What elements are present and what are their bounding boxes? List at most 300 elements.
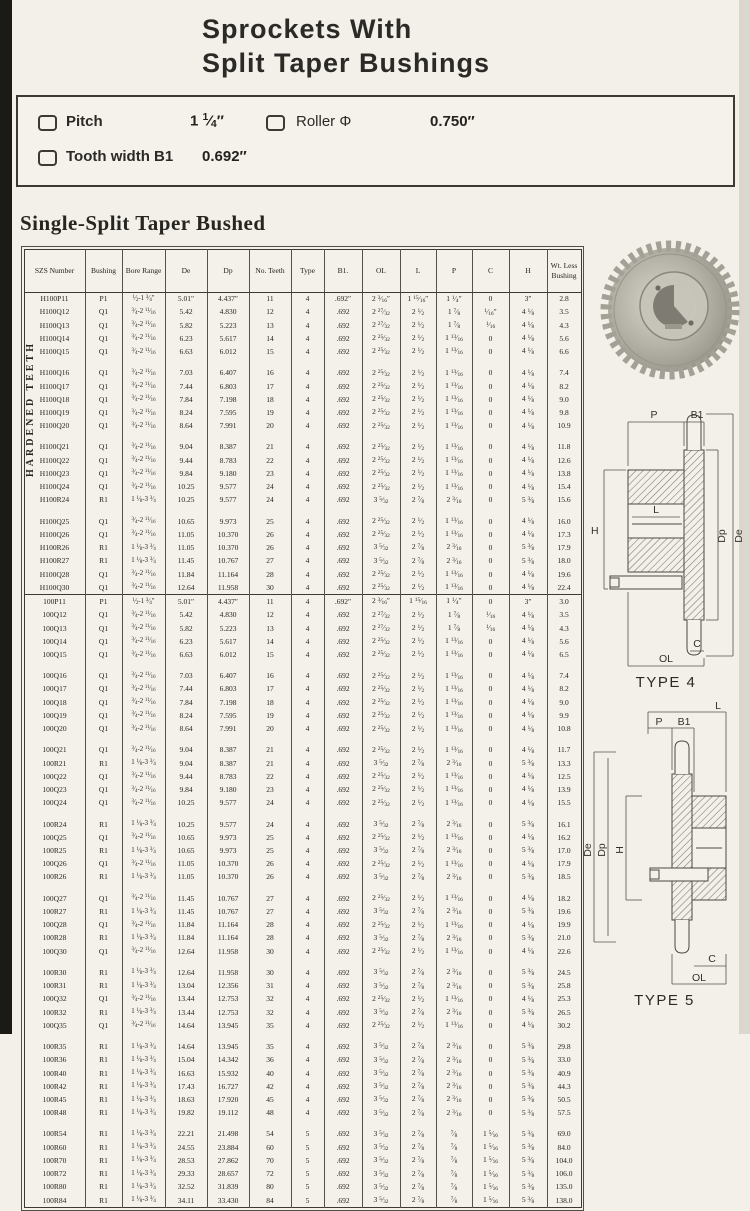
table-row-100Q21 <box>24 744 581 757</box>
cell-type: 4 <box>291 993 324 1006</box>
table-row-H100Q21 <box>24 441 581 454</box>
cell-l: 2 7⁄8 <box>400 1080 436 1093</box>
cell-bushing: Q1 <box>85 332 122 345</box>
cell-de: 22.21 <box>165 1128 207 1141</box>
cell-dp: 11.958 <box>207 581 249 595</box>
cell-type: 4 <box>291 494 324 507</box>
cell-c: 0 <box>472 1067 509 1080</box>
spec-box <box>16 95 735 187</box>
cell-de: 9.84 <box>165 783 207 796</box>
cell-bore-range: $^3⁄_4-2$ $^{11}⁄_{16}$ <box>122 683 165 696</box>
cell-ol: 3 5⁄32 <box>362 1154 400 1167</box>
cell-l: 2 $^1⁄_2$ <box>400 319 436 332</box>
cell-dp: 4.830 <box>207 609 249 622</box>
cell-dp: 23.884 <box>207 1141 249 1154</box>
cell-p: 2 $^3⁄_{16}$ <box>436 494 472 507</box>
cell-b1: .692 <box>324 757 362 770</box>
cell-bushing: Q1 <box>85 1019 122 1032</box>
group-spacer <box>24 662 581 670</box>
cell-type: 4 <box>291 581 324 595</box>
cell-ol: 2 $^3⁄_{16}''$ <box>362 292 400 306</box>
cell-ol: 3 5⁄32 <box>362 1080 400 1093</box>
hub-section-upper <box>692 796 726 828</box>
cell-wt-less-bushing: 15.4 <box>547 481 581 494</box>
cell-c: 0 <box>472 932 509 945</box>
table-row-H100Q22 <box>24 454 581 467</box>
col-header-l: L <box>400 249 436 292</box>
cell-ol: 2 25⁄32 <box>362 945 400 958</box>
cell-bore-range: $^3⁄_4-2$ $^{11}⁄_{16}$ <box>122 723 165 736</box>
cell-no-teeth: 31 <box>249 980 291 993</box>
dim-label-p: P <box>655 716 663 728</box>
cell-bore-range: $^3⁄_4-2$ $^{11}⁄_{16}$ <box>122 528 165 541</box>
cell-dp: 10.370 <box>207 528 249 541</box>
cell-type: 4 <box>291 1040 324 1053</box>
col-header-no-teeth: No. Teeth <box>249 249 291 292</box>
cell-p: 1 $^{13}⁄_{16}$ <box>436 581 472 595</box>
cell-de: 15.04 <box>165 1054 207 1067</box>
cell-type: 4 <box>291 306 324 319</box>
cell-szs: 100R40 <box>42 1068 67 1078</box>
cell-type: 4 <box>291 541 324 554</box>
cell-dp: 8.387 <box>207 757 249 770</box>
cell-dp: 8.783 <box>207 454 249 467</box>
cell-de: 10.65 <box>165 515 207 528</box>
cell-bore-range: 1 1⁄8-3 3⁄4 <box>122 1141 165 1154</box>
cell-p: 1 $^{13}⁄_{16}$ <box>436 393 472 406</box>
cell-b1: .692 <box>324 555 362 568</box>
cell-b1: .692 <box>324 1054 362 1067</box>
cell-p: 2 3⁄16 <box>436 932 472 945</box>
cell-h: 4 1⁄8 <box>509 1019 547 1032</box>
cell-bushing: Q1 <box>85 670 122 683</box>
cell-l: 2 7⁄8 <box>400 1128 436 1141</box>
cell-szs: 100Q30 <box>42 946 67 956</box>
cell-c: 0 <box>472 723 509 736</box>
cell-de: 11.05 <box>165 858 207 871</box>
cell-no-teeth: 28 <box>249 932 291 945</box>
cell-type: 4 <box>291 966 324 979</box>
cell-szs: H100Q24 <box>39 482 70 492</box>
cell-no-teeth: 19 <box>249 406 291 419</box>
cell-de: 5.01″ <box>165 595 207 609</box>
cell-h: 4 $^1⁄_8$ <box>509 367 547 380</box>
col-header-szs: SZS Number <box>24 249 85 292</box>
cell-de: 5.42 <box>165 306 207 319</box>
cell-p: 7⁄8 <box>436 1154 472 1167</box>
cell-bore-range: $^3⁄_4-2$ $^{11}⁄_{16}$ <box>122 481 165 494</box>
cell-h: 4 $^1⁄_8$ <box>509 380 547 393</box>
table-section <box>21 246 584 1211</box>
cell-p: 1 $^{13}⁄_{16}$ <box>436 528 472 541</box>
dim-label-b1: B1 <box>677 716 691 728</box>
cell-l: 2 $^1⁄_2$ <box>400 622 436 635</box>
cell-szs: H100Q14 <box>39 333 70 343</box>
cell-ol: 3 5⁄32 <box>362 1168 400 1181</box>
cell-no-teeth: 32 <box>249 1006 291 1019</box>
cell-de: 7.44 <box>165 380 207 393</box>
cell-bore-range: $^3⁄_4-2$ $^{11}⁄_{16}$ <box>122 420 165 433</box>
cell-ol: 3 5⁄32 <box>362 1054 400 1067</box>
cell-bore-range: $^3⁄_4-2$ $^{11}⁄_{16}$ <box>122 332 165 345</box>
cell-ol: 2 25⁄32 <box>362 919 400 932</box>
cell-szs: 100R70 <box>42 1155 67 1165</box>
cell-bore-range: 1 1⁄8-3 3⁄4 <box>122 932 165 945</box>
cell-b1: .692 <box>324 541 362 554</box>
cell-no-teeth: 30 <box>249 966 291 979</box>
cell-wt-less-bushing: 7.4 <box>547 670 581 683</box>
cell-type: 4 <box>291 945 324 958</box>
table-row-H100Q30 <box>24 581 581 595</box>
cell-bore-range: 1 1⁄8-3 3⁄4 <box>122 1154 165 1167</box>
cell-no-teeth: 15 <box>249 648 291 661</box>
cell-c: $^1⁄_{16}$ <box>472 319 509 332</box>
cell-no-teeth: 36 <box>249 1054 291 1067</box>
cell-no-teeth: 19 <box>249 709 291 722</box>
cell-szs: 100R26 <box>42 872 67 882</box>
cell-no-teeth: 12 <box>249 609 291 622</box>
cell-h: 5 3⁄8 <box>509 1154 547 1167</box>
cell-no-teeth: 26 <box>249 858 291 871</box>
hardened-teeth-label: HARDENED TEETH <box>25 341 36 478</box>
cell-p: 1 $^7⁄_8$ <box>436 306 472 319</box>
cell-p: 1 13⁄16 <box>436 858 472 871</box>
cell-h: 4 $^1⁄_8$ <box>509 622 547 635</box>
cell-no-teeth: 16 <box>249 367 291 380</box>
cell-l: 2 $^1⁄_2$ <box>400 454 436 467</box>
cell-de: 11.45 <box>165 905 207 918</box>
cell-szs: 100Q35 <box>42 1020 67 1030</box>
col-header-b1: B1. <box>324 249 362 292</box>
cell-c: 0 <box>472 709 509 722</box>
cell-dp: 9.577 <box>207 494 249 507</box>
cell-p: 1 $^{13}⁄_{16}$ <box>436 332 472 345</box>
cell-de: 19.82 <box>165 1107 207 1120</box>
cell-p: 1 $^7⁄_8$ <box>436 609 472 622</box>
cell-bushing: Q1 <box>85 892 122 905</box>
cell-de: 5.42 <box>165 609 207 622</box>
cell-l: 2 7⁄8 <box>400 966 436 979</box>
cell-de: 11.84 <box>165 568 207 581</box>
cell-dp: 6.407 <box>207 670 249 683</box>
cell-de: 7.44 <box>165 683 207 696</box>
cell-dp: 8.387 <box>207 744 249 757</box>
cell-type: 4 <box>291 406 324 419</box>
cell-no-teeth: 40 <box>249 1067 291 1080</box>
cell-wt-less-bushing: 21.0 <box>547 932 581 945</box>
cell-szs: H100Q15 <box>39 347 70 357</box>
cell-c: 0 <box>472 1019 509 1032</box>
cell-wt-less-bushing: 11.7 <box>547 744 581 757</box>
cell-bushing: R1 <box>85 555 122 568</box>
cell-ol: 2 $^{25}⁄_{32}$ <box>362 783 400 796</box>
cell-p: 1 $^{13}⁄_{16}$ <box>436 670 472 683</box>
cell-ol: 2 25⁄32 <box>362 1019 400 1032</box>
cell-p: 1 $^{13}⁄_{16}$ <box>436 367 472 380</box>
cell-b1: .692 <box>324 648 362 661</box>
cell-b1: .692 <box>324 1154 362 1167</box>
cell-b1: .692 <box>324 494 362 507</box>
cell-type: 4 <box>291 818 324 831</box>
cell-h: 5 $^3⁄_8$ <box>509 541 547 554</box>
cell-h: 5 3⁄8 <box>509 1080 547 1093</box>
cell-p: 1 13⁄16 <box>436 945 472 958</box>
cell-h: 4 $^1⁄_8$ <box>509 831 547 844</box>
cell-bore-range: 3⁄4-2 11⁄16 <box>122 993 165 1006</box>
cell-szs: 100R60 <box>42 1142 67 1152</box>
type4-diagram <box>586 400 746 691</box>
table-row-100Q35 <box>24 1019 581 1032</box>
cell-c: 0 <box>472 345 509 358</box>
cell-ol: 2 $^{25}⁄_{32}$ <box>362 467 400 480</box>
cell-ol: 2 $^{27}⁄_{32}$ <box>362 306 400 319</box>
cell-ol: 3 5⁄32 <box>362 1067 400 1080</box>
cell-type: 4 <box>291 1006 324 1019</box>
cell-bushing: R1 <box>85 905 122 918</box>
cell-p: 1 $^1⁄_4''$ <box>436 292 472 306</box>
table-row-H100R27 <box>24 555 581 568</box>
cell-bore-range: $^3⁄_4-2$ $^{11}⁄_{16}$ <box>122 648 165 661</box>
cell-c: 0 <box>472 757 509 770</box>
cell-de: 10.25 <box>165 818 207 831</box>
cell-type: 4 <box>291 609 324 622</box>
cell-b1: .692 <box>324 993 362 1006</box>
cell-de: 12.64 <box>165 945 207 958</box>
cell-l: 2 $^7⁄_8$ <box>400 494 436 507</box>
cell-de: 12.64 <box>165 966 207 979</box>
cell-ol: 2 $^{25}⁄_{32}$ <box>362 581 400 595</box>
cell-h: 5 $^3⁄_8$ <box>509 555 547 568</box>
cell-h: 5 3⁄8 <box>509 1141 547 1154</box>
cell-szs: 100Q25 <box>42 832 67 842</box>
cell-szs: 100R35 <box>42 1042 67 1052</box>
cell-p: 1 $^{13}⁄_{16}$ <box>436 797 472 810</box>
cell-l: 2 7⁄8 <box>400 1040 436 1053</box>
cell-b1: .692 <box>324 1168 362 1181</box>
cell-b1: .692 <box>324 1019 362 1032</box>
cell-dp: 6.803 <box>207 380 249 393</box>
cell-type: 4 <box>291 670 324 683</box>
cell-b1: .692 <box>324 744 362 757</box>
cell-bushing: Q1 <box>85 420 122 433</box>
cell-dp: 7.991 <box>207 420 249 433</box>
cell-type: 5 <box>291 1168 324 1181</box>
cell-de: 9.04 <box>165 757 207 770</box>
cell-c: 0 <box>472 648 509 661</box>
cell-h: 5 3⁄8 <box>509 1067 547 1080</box>
cell-ol: 3 5⁄32 <box>362 1107 400 1120</box>
cell-c: 0 <box>472 454 509 467</box>
cell-dp: 10.370 <box>207 871 249 884</box>
cell-wt-less-bushing: 69.0 <box>547 1128 581 1141</box>
cell-dp: 11.958 <box>207 945 249 958</box>
cell-wt-less-bushing: 29.8 <box>547 1040 581 1053</box>
cell-l: 2 $^1⁄_2$ <box>400 709 436 722</box>
cell-dp: 5.617 <box>207 332 249 345</box>
cell-p: 1 $^{13}⁄_{16}$ <box>436 467 472 480</box>
cell-h: 4 $^1⁄_8$ <box>509 393 547 406</box>
dim-label-h: H <box>591 525 599 537</box>
cell-type: 4 <box>291 919 324 932</box>
table-row-100R72 <box>24 1168 581 1181</box>
cell-dp: 5.617 <box>207 635 249 648</box>
cell-wt-less-bushing: 33.0 <box>547 1054 581 1067</box>
cell-c: 0 <box>472 945 509 958</box>
cell-bore-range: $^3⁄_4-2$ $^{11}⁄_{16}$ <box>122 635 165 648</box>
cell-c: 0 <box>472 993 509 1006</box>
cell-wt-less-bushing: 30.2 <box>547 1019 581 1032</box>
cell-bushing: Q1 <box>85 858 122 871</box>
section-title: Single-Split Taper Bushed <box>20 211 266 235</box>
page-title-line1: Sprockets With <box>202 14 413 44</box>
table-row-H100Q24 <box>24 481 581 494</box>
cell-p: 1 $^7⁄_8$ <box>436 319 472 332</box>
cell-type: 4 <box>291 467 324 480</box>
cell-l: 2 $^1⁄_2$ <box>400 581 436 595</box>
cell-p: 2 3⁄16 <box>436 871 472 884</box>
cell-no-teeth: 32 <box>249 993 291 1006</box>
cell-dp: 12.753 <box>207 1006 249 1019</box>
cell-de: 11.84 <box>165 932 207 945</box>
cell-p: 2 $^3⁄_{16}$ <box>436 757 472 770</box>
table-row-H100Q16 <box>24 367 581 380</box>
cell-bushing: R1 <box>85 980 122 993</box>
cell-type: 5 <box>291 1181 324 1194</box>
cell-type: 4 <box>291 555 324 568</box>
cell-h: 5 3⁄8 <box>509 844 547 857</box>
cell-wt-less-bushing: 16.1 <box>547 818 581 831</box>
cell-ol: 2 $^{25}⁄_{32}$ <box>362 683 400 696</box>
cell-h: 4 1⁄8 <box>509 919 547 932</box>
cell-p: 2 3⁄16 <box>436 844 472 857</box>
cell-no-teeth: 28 <box>249 568 291 581</box>
cell-l: 2 1⁄2 <box>400 993 436 1006</box>
cell-bushing: Q1 <box>85 648 122 661</box>
cell-bushing: R1 <box>85 1181 122 1194</box>
cell-dp: 19.112 <box>207 1107 249 1120</box>
cell-type: 4 <box>291 858 324 871</box>
cell-h: 4 $^1⁄_8$ <box>509 581 547 595</box>
cell-bore-range: 1 $^1⁄_8-3$ $^3⁄_4$ <box>122 494 165 507</box>
dim-label-h: H <box>614 846 626 854</box>
cell-c: 0 <box>472 892 509 905</box>
table-row-H100Q14 <box>24 332 581 345</box>
cell-wt-less-bushing: 106.0 <box>547 1168 581 1181</box>
cell-p: 1 $^{13}⁄_{16}$ <box>436 723 472 736</box>
col-header-type: Type <box>291 249 324 292</box>
cell-bore-range: 1 1⁄8-3 3⁄4 <box>122 1168 165 1181</box>
cell-ol: 3 5⁄32 <box>362 1093 400 1106</box>
cell-dp: 9.973 <box>207 515 249 528</box>
cell-l: 2 $^7⁄_8$ <box>400 757 436 770</box>
cell-l: 1 $^{15}⁄_{16}$ <box>400 595 436 609</box>
split-slot <box>665 324 682 329</box>
cell-l: 2 1⁄2 <box>400 892 436 905</box>
table-row-H100R24 <box>24 494 581 507</box>
cell-no-teeth: 17 <box>249 380 291 393</box>
table-row-100Q24 <box>24 797 581 810</box>
cell-no-teeth: 21 <box>249 744 291 757</box>
cell-bushing: R1 <box>85 1107 122 1120</box>
cell-c: 0 <box>472 1080 509 1093</box>
cell-no-teeth: 14 <box>249 332 291 345</box>
cell-ol: 3 5⁄32 <box>362 871 400 884</box>
cell-dp: 11.958 <box>207 966 249 979</box>
cell-c: 0 <box>472 1107 509 1120</box>
cell-szs: 100Q28 <box>42 920 67 930</box>
cell-l: 2 1⁄2 <box>400 919 436 932</box>
cell-bushing: R1 <box>85 844 122 857</box>
cell-type: 4 <box>291 481 324 494</box>
cell-bore-range: 1 $^1⁄_8-3$ $^3⁄_4$ <box>122 541 165 554</box>
cell-h: 4 $^1⁄_8$ <box>509 744 547 757</box>
cell-no-teeth: 26 <box>249 541 291 554</box>
cell-c: 0 <box>472 494 509 507</box>
cell-bore-range: 1 1⁄8-3 3⁄4 <box>122 1067 165 1080</box>
dim-label-c: C <box>693 638 701 650</box>
cell-szs: H100Q20 <box>39 421 70 431</box>
cell-ol: 3 5⁄32 <box>362 1006 400 1019</box>
cell-c: 1 5⁄16 <box>472 1154 509 1167</box>
cell-bore-range: $^3⁄_4-2$ $^{11}⁄_{16}$ <box>122 770 165 783</box>
cell-type: 4 <box>291 1093 324 1106</box>
cell-bushing: R1 <box>85 1054 122 1067</box>
cell-bore-range: $^3⁄_4-2$ $^{11}⁄_{16}$ <box>122 467 165 480</box>
cell-bore-range: 1 1⁄8-3 3⁄4 <box>122 1054 165 1067</box>
cell-no-teeth: 80 <box>249 1181 291 1194</box>
cell-p: 2 3⁄16 <box>436 1006 472 1019</box>
cell-dp: 10.370 <box>207 858 249 871</box>
cell-l: 2 $^1⁄_2$ <box>400 635 436 648</box>
cell-no-teeth: 30 <box>249 581 291 595</box>
cell-bushing: Q1 <box>85 831 122 844</box>
cell-c: 0 <box>472 595 509 609</box>
cell-type: 4 <box>291 454 324 467</box>
cell-wt-less-bushing: 3.5 <box>547 609 581 622</box>
cell-b1: .692 <box>324 609 362 622</box>
cell-szs: H100P11 <box>40 294 69 304</box>
cell-bushing: P1 <box>85 595 122 609</box>
group-spacer <box>24 1120 581 1128</box>
cell-no-teeth: 24 <box>249 494 291 507</box>
cell-c: 0 <box>472 1054 509 1067</box>
cell-p: 7⁄8 <box>436 1141 472 1154</box>
cell-c: 0 <box>472 467 509 480</box>
cell-type: 4 <box>291 420 324 433</box>
cell-bushing: Q1 <box>85 306 122 319</box>
spec-label-roller: Roller Φ <box>296 113 352 130</box>
cell-szs: 100Q17 <box>42 684 67 694</box>
cell-wt-less-bushing: 24.5 <box>547 966 581 979</box>
cell-c: 0 <box>472 844 509 857</box>
cell-bushing: R1 <box>85 1128 122 1141</box>
cell-ol: 2 $^{25}⁄_{32}$ <box>362 441 400 454</box>
cell-wt-less-bushing: 17.9 <box>547 858 581 871</box>
tooth-profile-bottom <box>675 920 689 953</box>
cell-h: 5 3⁄8 <box>509 932 547 945</box>
cell-bore-range: $^3⁄_4-2$ $^{11}⁄_{16}$ <box>122 319 165 332</box>
cell-wt-less-bushing: 10.8 <box>547 723 581 736</box>
cell-bushing: Q1 <box>85 945 122 958</box>
cell-szs: 100R36 <box>42 1055 67 1065</box>
cell-bushing: Q1 <box>85 581 122 595</box>
group-spacer <box>24 507 581 515</box>
cell-ol: 2 $^{25}⁄_{32}$ <box>362 770 400 783</box>
cell-b1: .692 <box>324 670 362 683</box>
cell-wt-less-bushing: 13.9 <box>547 783 581 796</box>
col-header-c: C <box>472 249 509 292</box>
cell-de: 10.25 <box>165 494 207 507</box>
